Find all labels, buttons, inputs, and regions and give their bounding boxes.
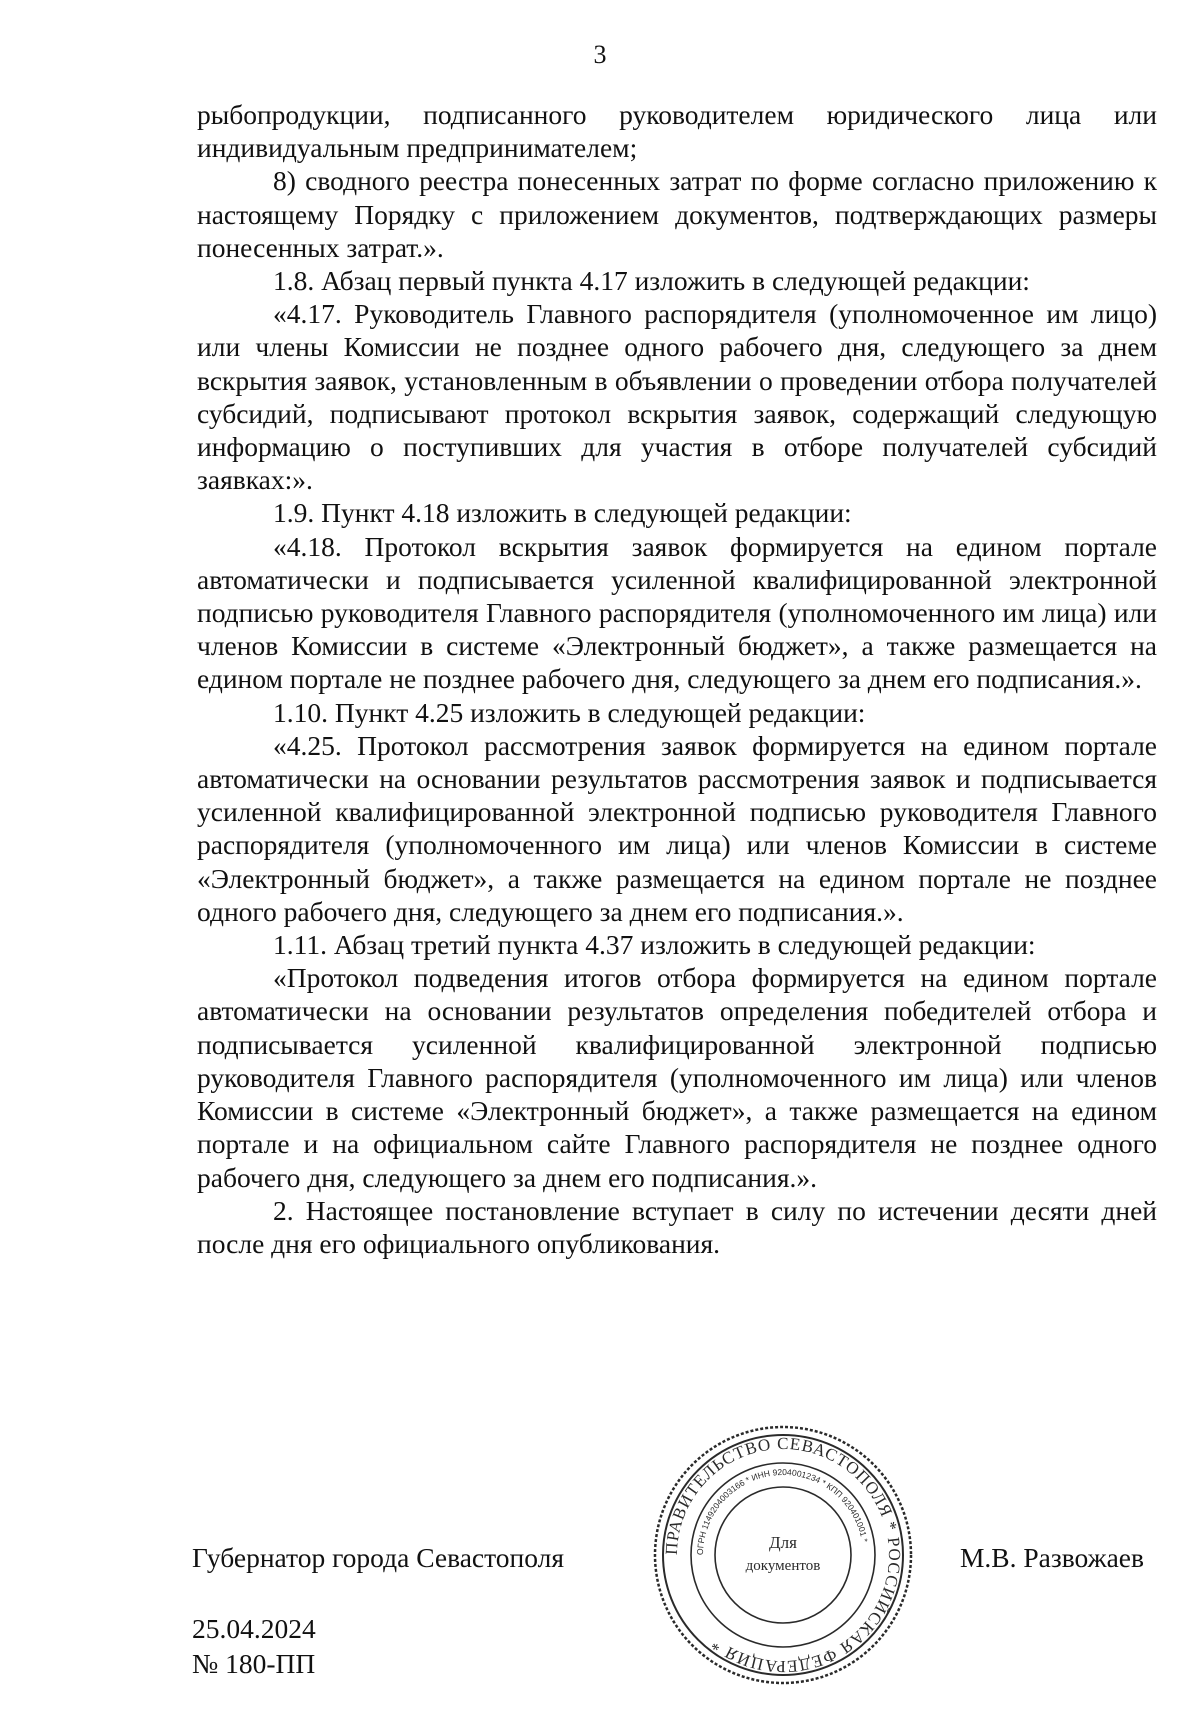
official-seal [648, 1420, 918, 1690]
page-number: 3 [593, 40, 607, 69]
signatory-title: Губернатор города Севастополя [192, 1542, 564, 1573]
seal-center-line2: документов [745, 1558, 821, 1574]
paragraph: 2. Настоящее постановление вступает в силу по истечении десяти дней после дня его официального опубликования. [197, 1194, 1157, 1259]
seal-center-line1: Для [769, 1533, 797, 1552]
paragraph: «4.18. Протокол вскрытия заявок формируется на едином портале автоматически и подписывается усиленной квалифицированной электронной подписью руководителя Главного распорядителя (уполномоченного им лица) или членов Комиссии в системе «Электронный бюджет», а также размещается на едином портале не позднее рабочего дня, следующего за днем его подписания.». [197, 530, 1157, 695]
paragraph: «Протокол подведения итогов отбора формируется на едином портале автоматически на основании результатов определения победителей отбора и подписывается усиленной квалифицированной электронной подписью руководителя Главного распорядителя (уполномоченного им лица) или членов Комиссии в системе «Электронный бюджет», а также размещается на едином портале и на официальном сайте Главного распорядителя не позднее одного рабочего дня, следующего за днем его подписания.». [197, 962, 1157, 1193]
paragraph: 1.9. Пункт 4.18 изложить в следующей редакции: [273, 497, 852, 529]
seal-graphic [648, 1420, 918, 1690]
paragraph: «4.17. Руководитель Главного распорядителя (уполномоченное им лицо) или члены Комиссии не позднее одного рабочего дня, следующего за днем вскрытия заявок, установленным в объявлении о проведении отбора получателей субсидий, подписывают протокол вскрытия заявок, содержащий следующую информацию о поступивших для участия в отборе получателей субсидий заявках:». [197, 298, 1157, 496]
document-date: 25.04.2024 [192, 1613, 316, 1644]
paragraph: 1.11. Абзац третий пункта 4.37 изложить в следующей редакции: [273, 929, 1036, 961]
signatory-name: М.В. Развожаев [959, 1542, 1144, 1573]
seal-inner-text: ОГРН 1149204003166 * ИНН 9204001234 * КПП 920401001 * [694, 1466, 870, 1556]
paragraph: 8) сводного реестра понесенных затрат по форме согласно приложению к настоящему Порядку с приложением документов, подтверждающих размеры понесенных затрат.». [197, 165, 1157, 263]
seal-outer-text: ПРАВИТЕЛЬСТВО СЕВАСТОПОЛЯ * РОССИЙСКАЯ ФЕДЕРАЦИЯ * [661, 1433, 905, 1677]
paragraph: 1.10. Пункт 4.25 изложить в следующей редакции: [273, 696, 866, 728]
document-number: № 180-ПП [192, 1648, 316, 1679]
paragraph: «4.25. Протокол рассмотрения заявок формируется на едином портале автоматически на основании результатов рассмотрения заявок и подписывается усиленной квалифицированной электронной подписью руководителя Главного распорядителя (уполномоченного им лица) или членов Комиссии в системе «Электронный бюджет», а также размещается на едином портале не позднее одного рабочего дня, следующего за днем его подписания.». [197, 729, 1157, 927]
document-body [197, 98, 1157, 1260]
paragraph: 1.8. Абзац первый пункта 4.17 изложить в следующей редакции: [273, 265, 1030, 297]
paragraph: рыбопродукции, подписанного руководителем юридического лица или индивидуальным предпринимателем; [197, 99, 1157, 164]
